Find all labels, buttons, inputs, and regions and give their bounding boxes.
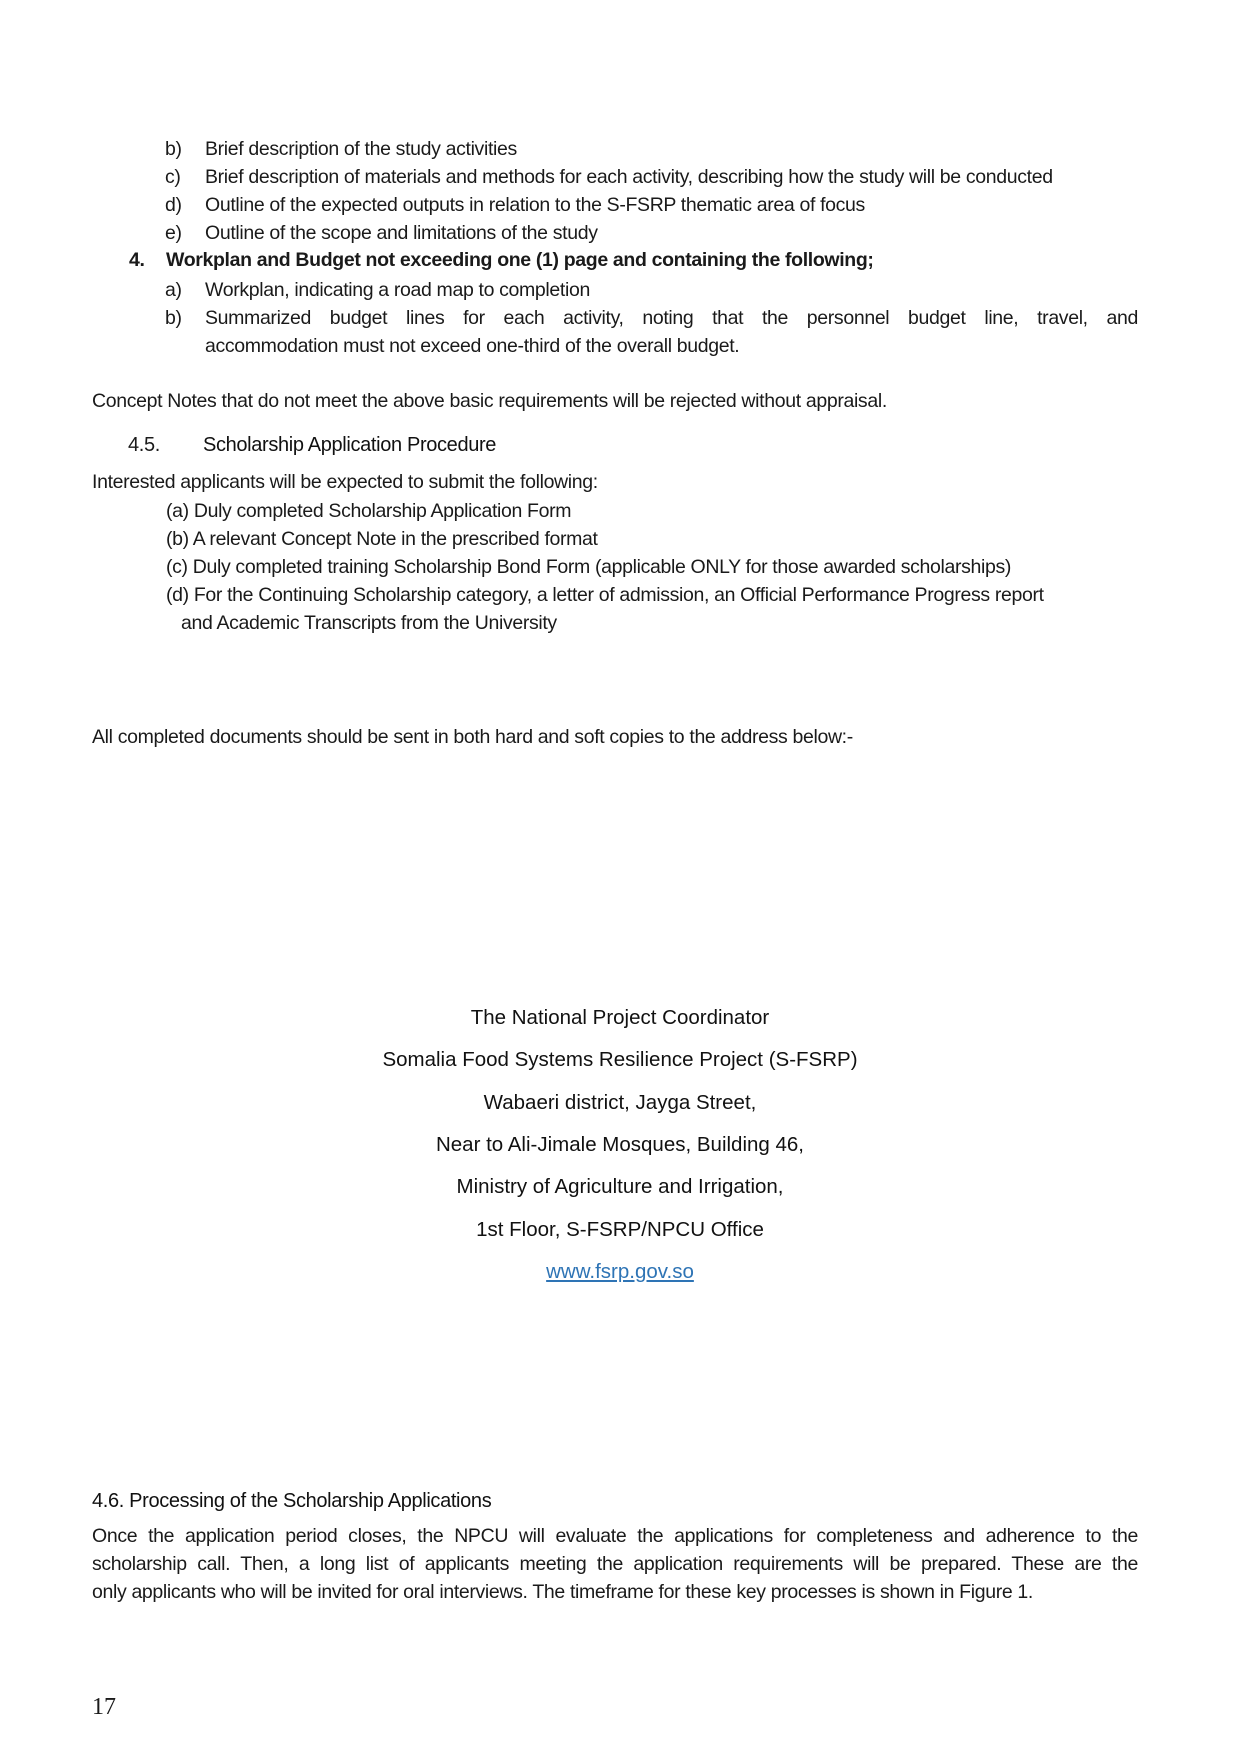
address-line: Somalia Food Systems Resilience Project (S-FSRP) [382,1048,858,1071]
section-title: Scholarship Application Procedure [203,434,497,456]
section-heading: 4.6. Processing of the Scholarship Applications [92,1490,492,1512]
list-item: Outline of the scope and limitations of the study [205,222,598,244]
list-label: d) [165,194,182,216]
list-label: c) [165,166,181,188]
address-line: Near to Ali-Jimale Mosques, Building 46, [435,1133,805,1156]
list-item: Summarized budget lines for each activity, noting that the personnel budget line, travel, and [205,307,1138,329]
paragraph-line: scholarship call. Then, a long list of applicants meeting the application requirements will be prepared. These are the [92,1553,1138,1575]
list-label: e) [165,222,182,244]
address-line: Ministry of Agriculture and Irrigation, [456,1175,784,1198]
list-item: Outline of the expected outputs in relation to the S-FSRP thematic area of focus [205,194,865,216]
list-item: (b) A relevant Concept Note in the prescribed format [166,528,598,550]
list-item: Brief description of materials and methods for each activity, describing how the study will be conducted [205,166,1053,188]
list-item-continuation: accommodation must not exceed one-third of the overall budget. [205,335,740,357]
website-link[interactable]: www.fsrp.gov.so [546,1260,694,1283]
list-label: b) [165,307,182,329]
list-item: Workplan, indicating a road map to completion [205,279,590,301]
address-line: The National Project Coordinator [470,1006,770,1029]
concept-note-warning: Concept Notes that do not meet the above basic requirements will be rejected without appraisal. [92,390,887,412]
address-line: Wabaeri district, Jayga Street, [483,1091,757,1114]
list-item: Brief description of the study activities [205,138,517,160]
workplan-budget-heading: Workplan and Budget not exceeding one (1) page and containing the following; [166,249,874,271]
list-label: a) [165,279,182,301]
list-item: (c) Duly completed training Scholarship Bond Form (applicable ONLY for those awarded scholarships) [166,556,1012,578]
address-line: 1st Floor, S-FSRP/NPCU Office [476,1218,764,1241]
section-number: 4.5. [128,434,160,456]
list-item: (a) Duly completed Scholarship Application Form [166,500,572,522]
website-line [0,1258,1240,1286]
page-number: 17 [92,1694,116,1720]
list-label: b) [165,138,182,160]
paragraph-line: Once the application period closes, the NPCU will evaluate the applications for completeness and adherence to the [92,1525,1138,1547]
paragraph-line: only applicants who will be invited for oral interviews. The timeframe for these key processes is shown in Figure 1. [92,1581,1033,1603]
list-item-continuation: and Academic Transcripts from the University [181,612,557,634]
submission-note: All completed documents should be sent in both hard and soft copies to the address below:- [92,726,853,748]
section-intro: Interested applicants will be expected to submit the following: [92,471,598,493]
list-number: 4. [129,249,145,271]
list-item: (d) For the Continuing Scholarship category, a letter of admission, an Official Performance Progress report [166,584,1044,606]
